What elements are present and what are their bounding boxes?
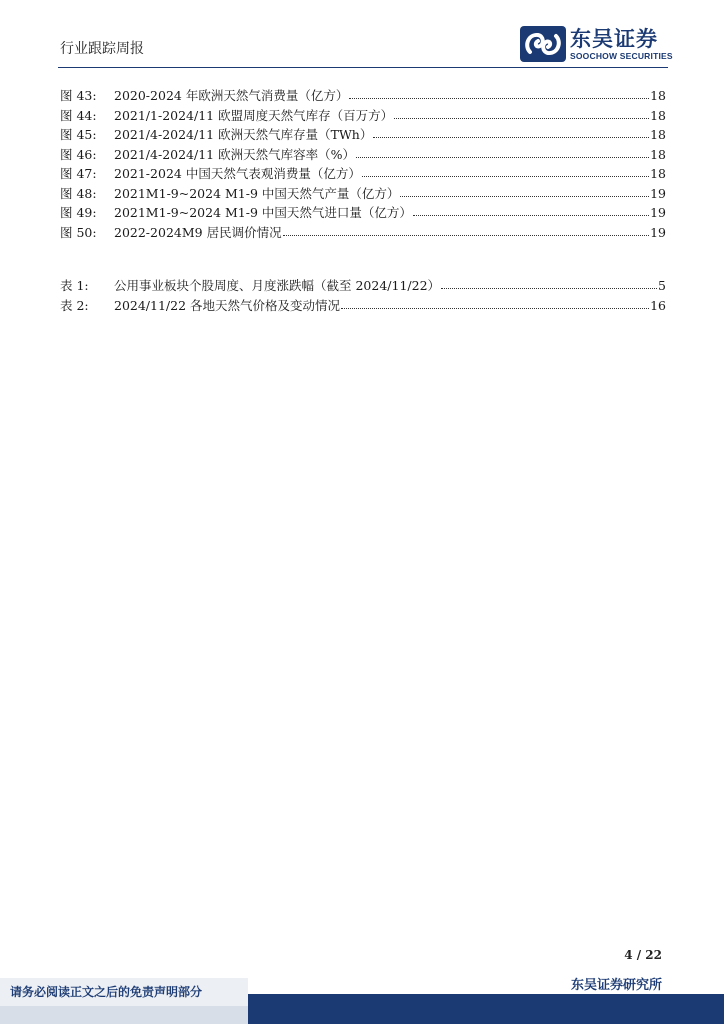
toc-number: 表 2: <box>60 297 89 313</box>
toc-page: 18 <box>650 146 666 162</box>
logo-chinese-name: 东吴证券 <box>570 27 658 51</box>
toc-title: 2021-2024 中国天然气表观消费量（亿方） <box>114 166 361 181</box>
toc-leader-dots <box>373 137 649 138</box>
toc-leader-dots <box>349 98 649 99</box>
table-list <box>60 276 666 315</box>
toc-title: 2020-2024 年欧洲天然气消费量（亿方） <box>114 88 349 103</box>
toc-page: 16 <box>650 297 666 313</box>
toc-number: 图 45: <box>60 127 97 142</box>
figure-list <box>60 86 666 242</box>
logo-english-name: SOOCHOW SECURITIES <box>570 51 673 61</box>
toc-number: 表 1: <box>60 278 89 293</box>
report-type-title: 行业跟踪周报 <box>60 41 144 57</box>
toc-entry-figure-44[interactable] <box>60 106 666 126</box>
toc-number: 图 50: <box>60 224 97 240</box>
toc-title: 2024/11/22 各地天然气价格及变动情况 <box>114 297 341 313</box>
toc-page: 19 <box>650 205 666 220</box>
toc-entry-figure-49[interactable] <box>60 203 666 223</box>
page-number: 4 / 22 <box>624 948 662 962</box>
soochow-logo-icon <box>520 26 566 62</box>
toc-entry-table-1[interactable] <box>60 276 666 296</box>
toc-title: 2022-2024M9 居民调价情况 <box>114 224 282 240</box>
toc-page: 5 <box>658 278 666 293</box>
toc-entry-figure-43[interactable] <box>60 86 666 106</box>
toc-entry-figure-46[interactable] <box>60 145 666 165</box>
toc-entry-figure-45[interactable] <box>60 125 666 145</box>
header-divider <box>58 67 668 68</box>
toc-leader-dots <box>356 157 649 158</box>
toc-leader-dots <box>400 196 649 197</box>
toc-leader-dots <box>413 215 649 216</box>
toc-leader-dots <box>283 235 650 236</box>
toc-title: 2021M1-9~2024 M1-9 中国天然气进口量（亿方） <box>114 205 412 220</box>
toc-number: 图 44: <box>60 107 97 123</box>
toc-leader-dots <box>441 288 657 289</box>
toc-entry-figure-48[interactable] <box>60 184 666 204</box>
company-logo <box>520 26 673 62</box>
toc-page: 18 <box>650 127 666 142</box>
toc-title: 2021M1-9~2024 M1-9 中国天然气产量（亿方） <box>114 185 400 201</box>
toc-page: 18 <box>650 107 666 123</box>
toc-page: 18 <box>650 166 666 181</box>
toc-leader-dots <box>394 118 649 119</box>
toc-number: 图 48: <box>60 185 97 201</box>
toc-page: 18 <box>650 88 666 103</box>
toc-number: 图 47: <box>60 166 97 181</box>
toc-entry-figure-50[interactable] <box>60 223 666 243</box>
toc-number: 图 43: <box>60 88 97 103</box>
toc-entry-table-2[interactable] <box>60 296 666 316</box>
toc-page: 19 <box>650 224 666 240</box>
toc-title: 公用事业板块个股周度、月度涨跌幅（截至 2024/11/22） <box>114 278 441 293</box>
toc-number: 图 49: <box>60 205 97 220</box>
toc-title: 2021/4-2024/11 欧洲天然气库容率（%） <box>114 146 355 162</box>
toc-page: 19 <box>650 185 666 201</box>
toc-leader-dots <box>362 176 649 177</box>
toc-leader-dots <box>341 308 649 309</box>
disclaimer-notice: 请务必阅读正文之后的免责声明部分 <box>0 978 248 1006</box>
toc-title: 2021/1-2024/11 欧盟周度天然气库存（百万方） <box>114 107 394 123</box>
toc-title: 2021/4-2024/11 欧洲天然气库存量（TWh） <box>114 127 373 142</box>
toc-number: 图 46: <box>60 146 97 162</box>
toc-entry-figure-47[interactable] <box>60 164 666 184</box>
research-institute-name: 东吴证券研究所 <box>570 978 662 993</box>
